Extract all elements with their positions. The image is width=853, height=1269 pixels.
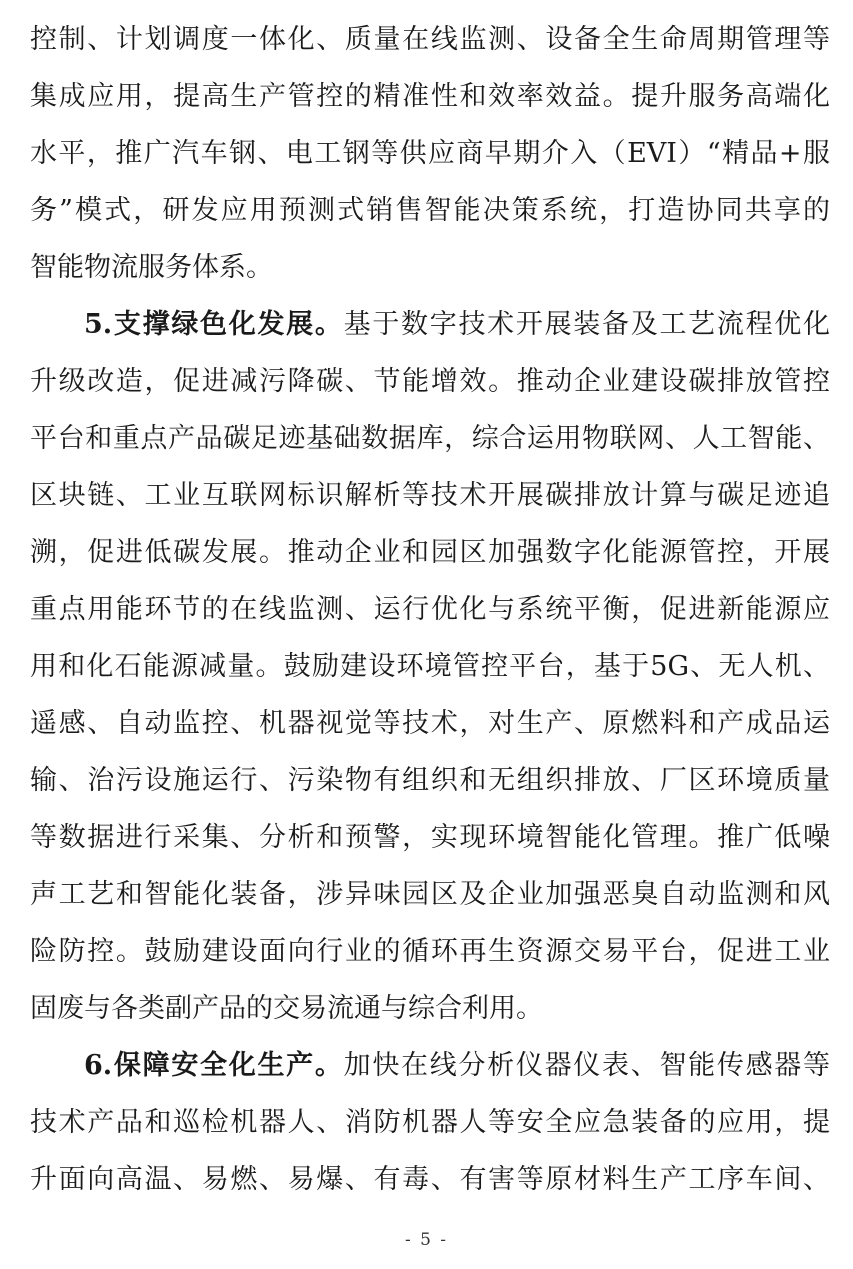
paragraph-line: 升级改造，促进减污降碳、节能增效。推动企业建设碳排放管控: [30, 366, 830, 397]
paragraph-line: 用和化石能源减量。鼓励建设环境管控平台，基于5G、无人机、: [30, 651, 830, 682]
paragraph-line: 固废与各类副产品的交易流通与综合利用。: [30, 993, 543, 1024]
paragraph-line: 技术产品和巡检机器人、消防机器人等安全应急装备的应用，提: [30, 1107, 830, 1138]
section-heading-6: 6.保障安全化生产。: [84, 1050, 344, 1081]
section-heading-5: 5.支撑绿色化发展。: [84, 309, 344, 340]
paragraph-line: 水平，推广汽车钢、电工钢等供应商早期介入（EVI）“精品+服: [30, 138, 830, 169]
paragraph-line: 平台和重点产品碳足迹基础数据库，综合运用物联网、人工智能、: [30, 423, 830, 454]
paragraph-line: 务”模式，研发应用预测式销售智能决策系统，打造协同共享的: [30, 195, 830, 226]
paragraph-line: 声工艺和智能化装备，涉异味园区及企业加强恶臭自动监测和风: [30, 879, 830, 910]
page-number: - 5 -: [404, 1230, 449, 1250]
paragraph-6-first-line: [84, 1038, 830, 1094]
paragraph-5-first-line: [84, 297, 830, 353]
paragraph-line: 等数据进行采集、分析和预警，实现环境智能化管理。推广低噪: [30, 822, 830, 853]
paragraph-line: 升面向高温、易燃、易爆、有毒、有害等原材料生产工序车间、: [30, 1164, 830, 1195]
paragraph-text: 基于数字技术开展装备及工艺流程优化: [343, 309, 831, 340]
paragraph-line: 溯，促进低碳发展。推动企业和园区加强数字化能源管控，开展: [30, 537, 830, 568]
paragraph-text: 加快在线分析仪器仪表、智能传感器等: [343, 1050, 831, 1081]
paragraph-line: 险防控。鼓励建设面向行业的循环再生资源交易平台，促进工业: [30, 936, 830, 967]
paragraph-line: 区块链、工业互联网标识解析等技术开展碳排放计算与碳足迹追: [30, 480, 830, 511]
paragraph-line: 重点用能环节的在线监测、运行优化与系统平衡，促进新能源应: [30, 594, 830, 625]
paragraph-line: 智能物流服务体系。: [30, 252, 273, 283]
paragraph-line: 遥感、自动监控、机器视觉等技术，对生产、原燃料和产成品运: [30, 708, 830, 739]
paragraph-line: 控制、计划调度一体化、质量在线监测、设备全生命周期管理等: [30, 24, 830, 55]
paragraph-line: 输、治污设施运行、污染物有组织和无组织排放、厂区环境质量: [30, 765, 830, 796]
paragraph-line: 集成应用，提高生产管控的精准性和效率效益。提升服务高端化: [30, 81, 830, 112]
